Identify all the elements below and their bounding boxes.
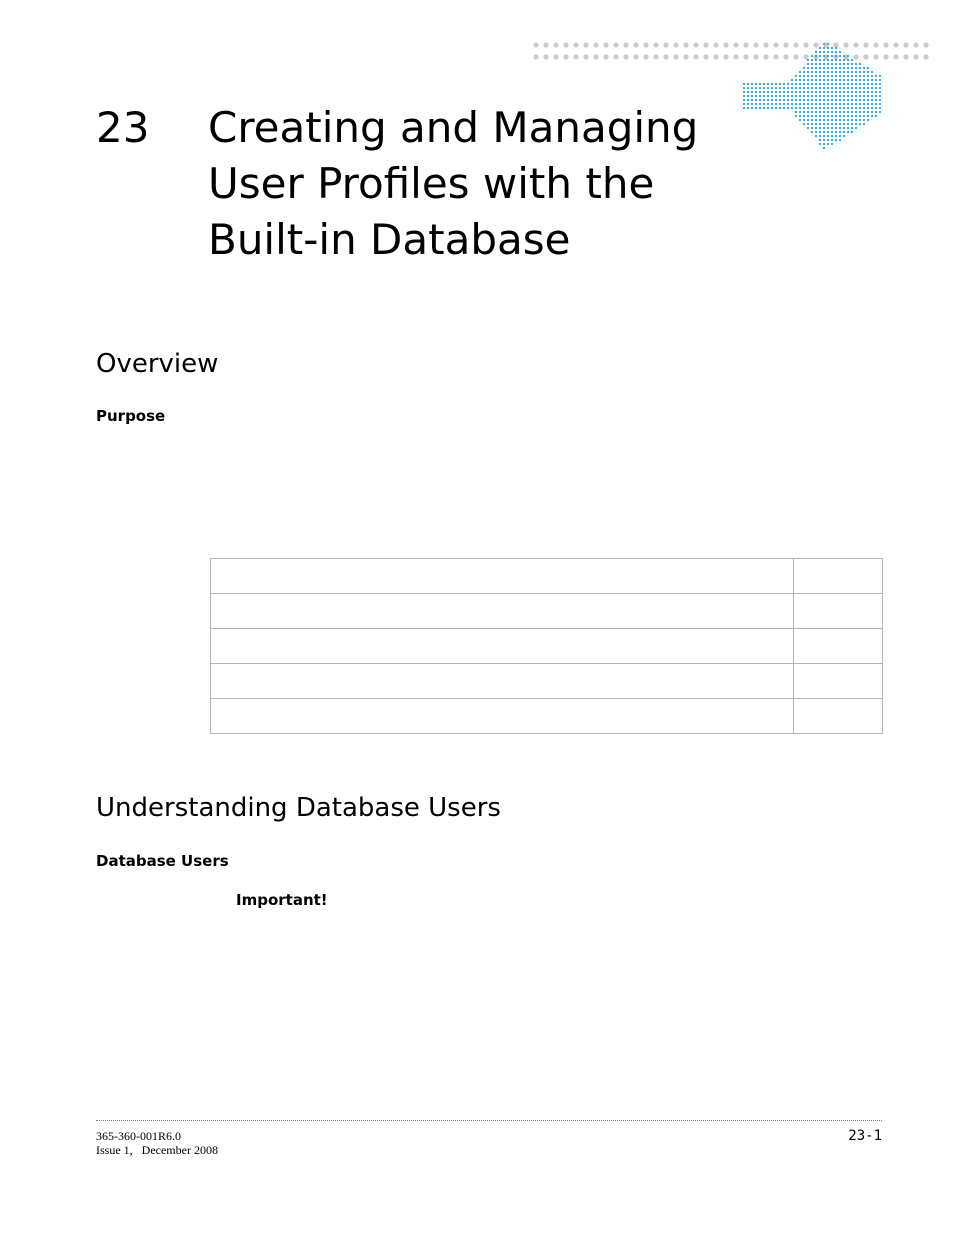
chapter-title-line-1: Creating and Managing: [208, 103, 699, 152]
table-row: [211, 664, 883, 699]
important-label: Important!: [236, 891, 328, 909]
chapter-title-line-2: User Profiles with the: [208, 159, 655, 208]
contents-table: [210, 558, 883, 734]
table-row: [211, 699, 883, 734]
database-users-label: Database Users: [96, 852, 229, 870]
chapter-title-line-3: Built-in Database: [208, 215, 571, 264]
overview-heading: Overview: [96, 349, 219, 379]
table-row: [211, 594, 883, 629]
chapter-title: [208, 100, 768, 268]
doc-number: 365-360-001R6.0: [96, 1129, 181, 1143]
footer-divider: [96, 1120, 882, 1121]
issue-date: Issue 1, December 2008: [96, 1143, 218, 1157]
purpose-label: Purpose: [96, 407, 166, 425]
table-row: [211, 629, 883, 664]
table-row: [211, 559, 883, 594]
chapter-number: 23: [96, 103, 150, 152]
page-number: 23-1: [848, 1128, 882, 1144]
understanding-heading: Understanding Database Users: [96, 793, 501, 823]
footer-info: [96, 1129, 218, 1157]
